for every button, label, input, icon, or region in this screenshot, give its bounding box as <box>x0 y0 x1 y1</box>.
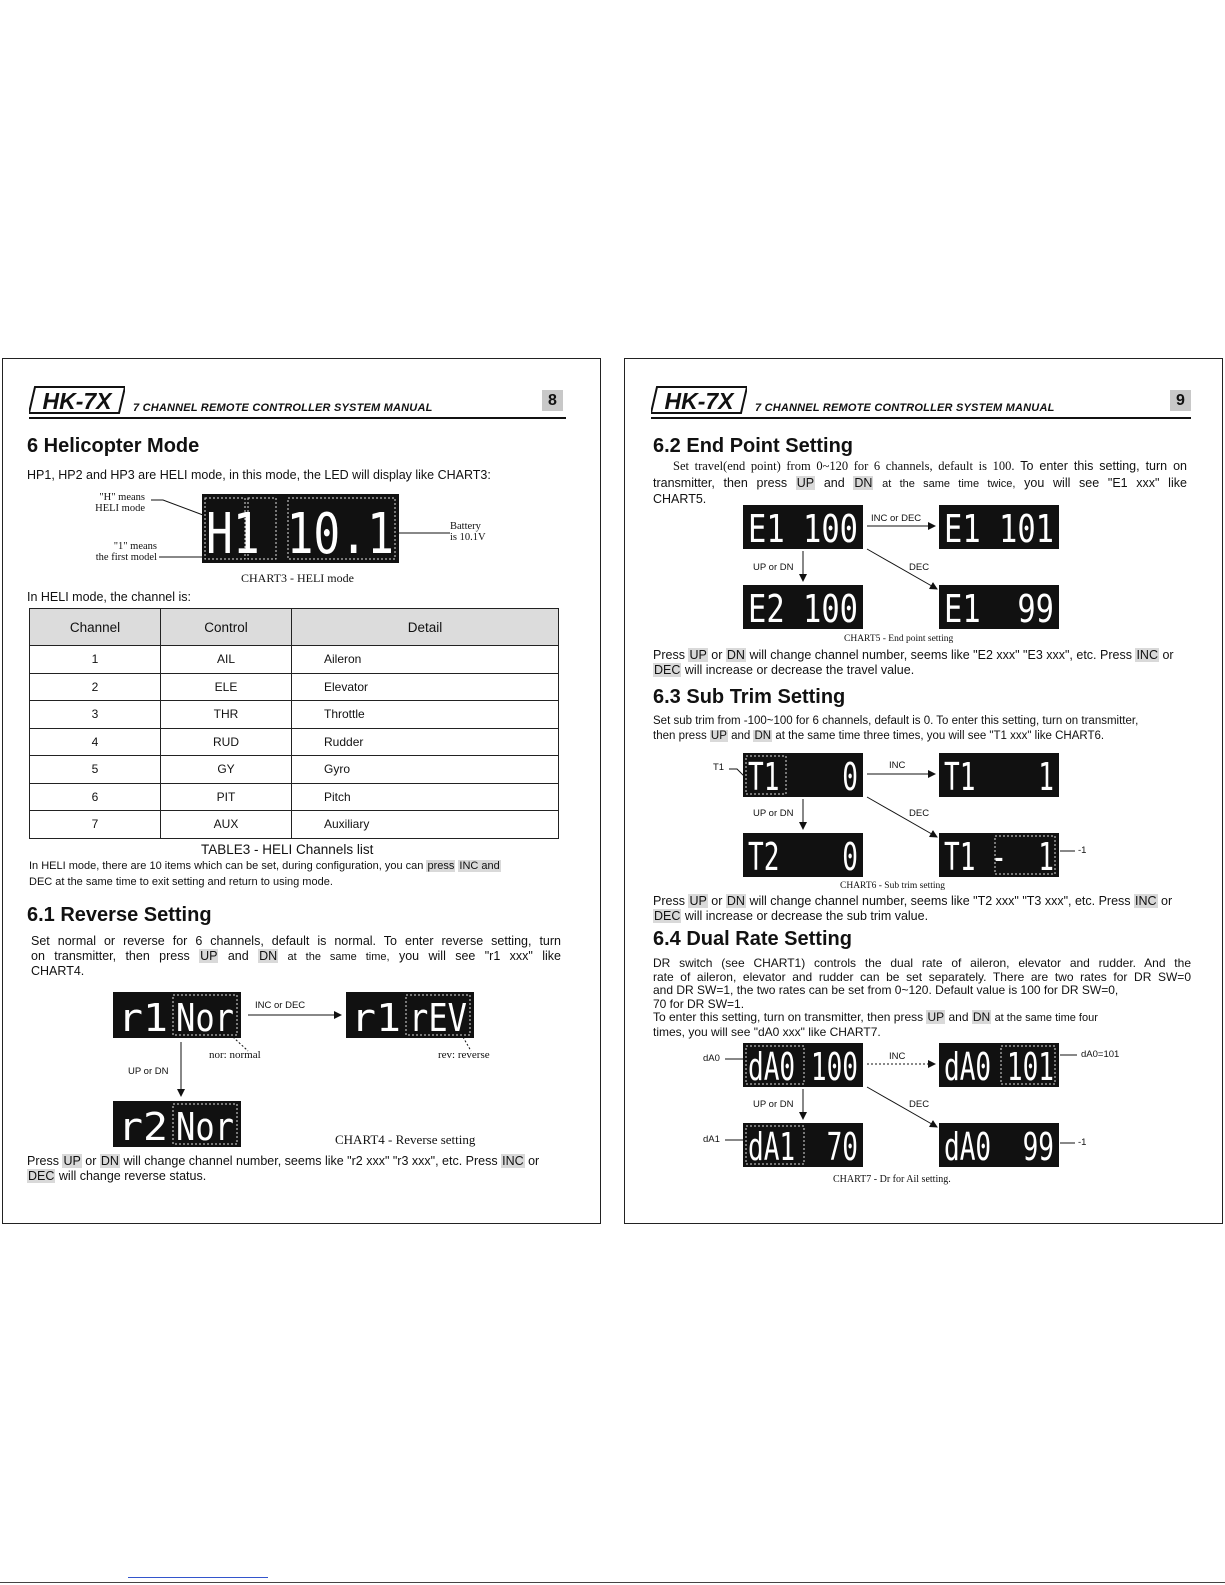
endpoint-line3: CHART5. <box>653 492 707 506</box>
manual-title: 7 CHANNEL REMOTE CONTROLLER SYSTEM MANUAL <box>755 402 1055 414</box>
endpoint-line1: Set travel(end point) from 0~120 for 6 channels, default is 100. To enter this setting, turn on <box>673 459 1187 473</box>
manual-title: 7 CHANNEL REMOTE CONTROLLER SYSTEM MANUAL <box>133 402 433 414</box>
section-6-intro: HP1, HP2 and HP3 are HELI mode, in this mode, the LED will display like CHART3: <box>27 468 491 482</box>
reverse-footer: Press UP or DN will change channel number, seems like "r2 xxx" "r3 xxx", etc. Press INC or DEC will change reverse status. <box>27 1154 540 1183</box>
label-dec: DEC <box>909 1099 930 1110</box>
cell-channel: 6 <box>30 783 161 811</box>
label-nor-normal: nor: normal <box>209 1049 261 1061</box>
section-63-title: 6.3 Sub Trim Setting <box>653 686 846 708</box>
label-up-or-dn: UP or DN <box>128 1066 169 1077</box>
section-61-title: 6.1 Reverse Setting <box>27 904 212 926</box>
svg-text:Nor: Nor <box>176 996 234 1038</box>
label-da1: dA1 <box>703 1134 720 1145</box>
label-inc: INC <box>889 760 906 771</box>
logo-text: HK-7X <box>42 388 112 414</box>
cell-control: RUD <box>161 728 292 756</box>
svg-text:dA1 70: dA1 70 <box>748 1125 858 1167</box>
bottom-rule <box>0 1582 1225 1583</box>
inc-and-highlight: INC and <box>459 860 500 872</box>
cell-detail: Throttle <box>292 701 559 729</box>
up-key: UP <box>200 949 218 963</box>
cell-channel: 2 <box>30 673 161 701</box>
cell-control: GY <box>161 756 292 784</box>
svg-text:rEV: rEV <box>409 996 467 1038</box>
section-64-title: 6.4 Dual Rate Setting <box>653 928 852 950</box>
svg-text:T1 - 1: T1 - 1 <box>944 835 1054 877</box>
chart5-caption: CHART5 - End point setting <box>844 634 954 644</box>
subtrim-line1: Set sub trim from -100~100 for 6 channels, default is 0. To enter this setting, turn on transmitter, <box>653 715 1139 727</box>
svg-text:dA0 100: dA0 100 <box>748 1045 858 1087</box>
section-6-title: 6 Helicopter Mode <box>27 435 200 457</box>
cell-detail: Rudder <box>292 728 559 756</box>
label-da0: dA0 <box>703 1053 720 1064</box>
cell-channel: 1 <box>30 646 161 674</box>
cell-detail: Elevator <box>292 673 559 701</box>
svg-text:Nor: Nor <box>176 1105 234 1147</box>
cell-channel: 5 <box>30 756 161 784</box>
annotation-h-mode: "H" means HELI mode <box>95 492 145 514</box>
svg-text:E1 101: E1 101 <box>944 507 1054 549</box>
cell-detail: Auxiliary <box>292 811 559 839</box>
svg-text:r2: r2 <box>118 1105 168 1147</box>
table-caption: TABLE3 - HELI Channels list <box>201 842 374 857</box>
svg-text:T1 0: T1 0 <box>748 755 858 797</box>
reverse-line1: Set normal or reverse for 6 channels, default is normal. To enter reverse setting, turn <box>31 934 561 948</box>
svg-text:T2 0: T2 0 <box>748 835 858 877</box>
heli-note-line1: In HELI mode, there are 10 items which can be set, during configuration, you can press INC and <box>29 860 500 872</box>
endpoint-footer: Press UP or DN will change channel number, seems like "E2 xxx" "E3 xxx", etc. Press INC or DEC will increase or decrease the travel value. <box>653 648 1174 677</box>
label-up-or-dn: UP or DN <box>753 562 794 573</box>
svg-text:dA0 101: dA0 101 <box>944 1045 1054 1087</box>
cell-channel: 4 <box>30 728 161 756</box>
annotation-first-model: "1" means the first model <box>95 541 157 563</box>
cell-control: AUX <box>161 811 292 839</box>
cell-control: THR <box>161 701 292 729</box>
link-underline <box>128 1577 268 1578</box>
reverse-line2: on transmitter, then press UP and DN at the same time, you will see "r1 xxx" like <box>31 949 561 963</box>
label-inc: INC <box>889 1051 906 1062</box>
label-minus1: -1 <box>1078 845 1087 856</box>
svg-text:r1: r1 <box>118 996 168 1038</box>
chart4-caption: CHART4 - Reverse setting <box>335 1132 476 1147</box>
heli-note-line2: DEC at the same time to exit setting and return to using mode. <box>29 876 333 888</box>
svg-text:T1 1: T1 1 <box>944 755 1054 797</box>
label-inc-or-dec: INC or DEC <box>871 513 922 524</box>
page-number: 9 <box>1170 390 1191 411</box>
right-page-arrows <box>625 359 1223 1224</box>
label-rev-reverse: rev: reverse <box>438 1049 490 1061</box>
label-dec: DEC <box>909 808 930 819</box>
manual-page-8 <box>2 358 601 1224</box>
cell-detail: Aileron <box>292 646 559 674</box>
col-detail: Detail <box>292 609 559 646</box>
label-up-or-dn: UP or DN <box>753 808 794 819</box>
chart4-arrows <box>3 359 601 1224</box>
label-t1: T1 <box>713 762 725 773</box>
reverse-line3: CHART4. <box>31 964 85 978</box>
cell-control: ELE <box>161 673 292 701</box>
press-highlight: press <box>427 860 455 872</box>
cell-control: AIL <box>161 646 292 674</box>
label-minus1: -1 <box>1078 1137 1087 1148</box>
subtrim-line2: then press UP and DN at the same time three times, you will see "T1 xxx" like CHART6. <box>653 730 1105 742</box>
col-control: Control <box>161 609 292 646</box>
col-channel: Channel <box>30 609 161 646</box>
cell-detail: Gyro <box>292 756 559 784</box>
cell-channel: 3 <box>30 701 161 729</box>
svg-text:E2 100: E2 100 <box>748 587 858 629</box>
svg-text:r1: r1 <box>351 996 401 1038</box>
annotation-battery: Battery is 10.1V <box>450 521 486 543</box>
lcd-chart3-text: H1 10.1 <box>206 502 394 563</box>
section-62-title: 6.2 End Point Setting <box>653 435 854 457</box>
chart7-caption: CHART7 - Dr for Ail setting. <box>833 1174 951 1185</box>
label-dec: DEC <box>909 562 930 573</box>
page-number: 8 <box>542 390 563 411</box>
svg-text:dA0 99: dA0 99 <box>944 1125 1054 1167</box>
subtrim-footer: Press UP or DN will change channel number, seems like "T2 xxx" "T3 xxx", etc. Press INC or DEC will increase or decrease the sub trim value. <box>653 894 1173 923</box>
cell-control: PIT <box>161 783 292 811</box>
label-up-or-dn: UP or DN <box>753 1099 794 1110</box>
svg-text:E1 100: E1 100 <box>748 507 858 549</box>
cell-detail: Pitch <box>292 783 559 811</box>
label-inc-or-dec: INC or DEC <box>255 1000 306 1011</box>
dualrate-paragraph: DR switch (see CHART1) controls the dual rate of aileron, elevator and rudder. And the rate of aileron, elevator and rudder can be set separately. There are two rates for DR SW=0 and DR SW=1, the two rates can be set from 0~120. Default value is 100 for DR SW=0, 70 for DR SW=1. To enter this setting, turn on transmitter, then press UP and DN at the same time four times, you will see "dA0 xxx" like CHART7. <box>653 956 1191 1039</box>
dn-key: DN <box>259 949 278 963</box>
cell-channel: 7 <box>30 811 161 839</box>
table-intro: In HELI mode, the channel is: <box>27 590 191 604</box>
chart3-caption: CHART3 - HELI mode <box>241 571 354 585</box>
endpoint-line2: transmitter, then press UP and DN at the same time twice, you will see "E1 xxx" like <box>653 476 1187 490</box>
logo-text: HK-7X <box>664 388 734 414</box>
chart6-caption: CHART6 - Sub trim setting <box>840 881 945 891</box>
svg-text:E1 99: E1 99 <box>944 587 1054 629</box>
manual-page-9 <box>624 358 1223 1224</box>
label-da0-101: dA0=101 <box>1081 1049 1120 1060</box>
